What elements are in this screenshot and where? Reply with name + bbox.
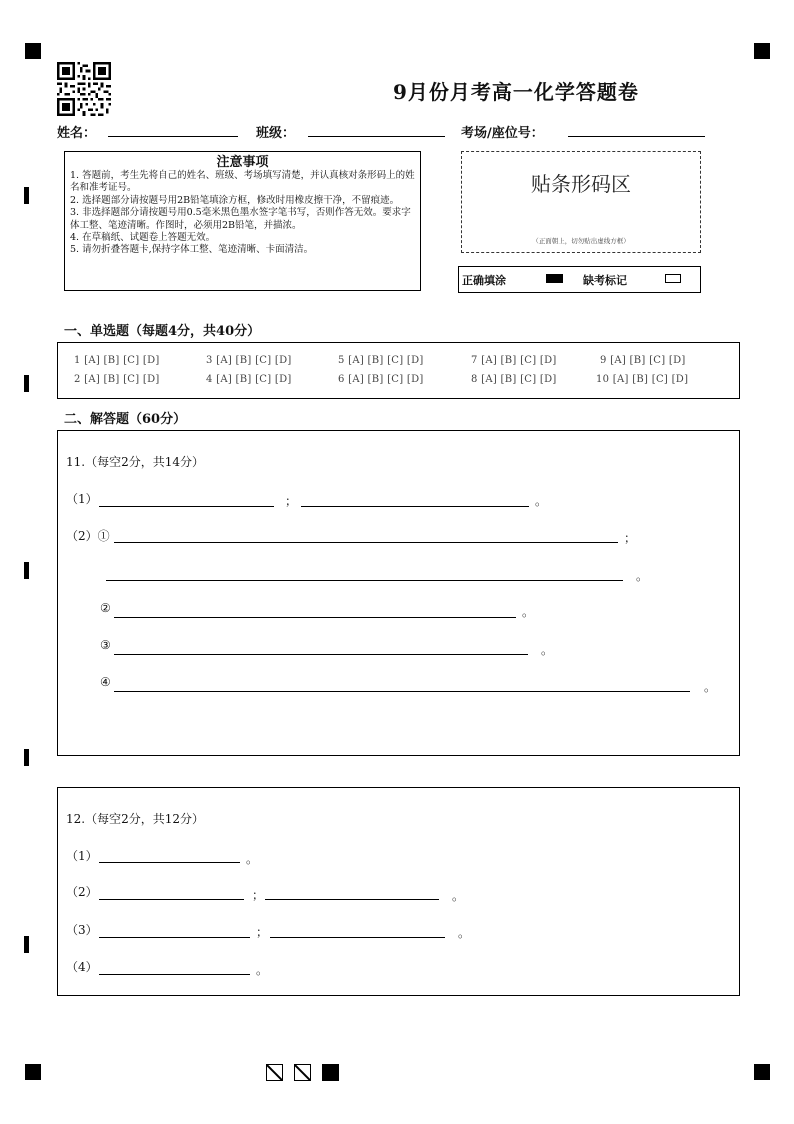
seat-field[interactable]: [568, 136, 705, 137]
alignment-mark-top-right: [754, 43, 770, 59]
name-field[interactable]: [108, 136, 238, 137]
q12-part1-blank[interactable]: [99, 862, 240, 863]
notice-item: 5. 请勿折叠答题卡,保持字体工整、笔迹清晰、卡面清洁。: [70, 244, 314, 256]
mc-question-10[interactable]: 10 [A] [B] [C] [D]: [596, 374, 689, 385]
correct-fill-label: 正确填涂: [462, 274, 506, 287]
q11-sub3-blank[interactable]: [114, 654, 528, 655]
terminator: 。: [704, 680, 717, 694]
q12-part3-label: （3）: [66, 923, 98, 937]
q12-part3-blank1[interactable]: [99, 937, 250, 938]
mc-question-1[interactable]: 1 [A] [B] [C] [D]: [74, 355, 160, 366]
question-12-title: 12.（每空2分，共12分）: [66, 812, 204, 826]
terminator: 。: [458, 926, 471, 940]
name-label: 姓名：: [57, 126, 97, 141]
q12-part4-label: （4）: [66, 960, 98, 974]
absent-mark-checkbox[interactable]: [665, 274, 681, 283]
notice-item: 1. 答题前，考生先将自己的姓名、班级、考场填写清楚，并认真核对条形码上的姓名和准考证号。: [70, 170, 415, 194]
terminator: 。: [541, 643, 554, 657]
seat-label: 考场/座位号：: [461, 126, 544, 141]
section2-heading: 二、解答题（60分）: [64, 412, 187, 427]
notice-item: 2. 选择题部分请按题号用2B铅笔填涂方框，修改时用橡皮擦干净，不留痕迹。: [70, 194, 400, 206]
barcode-area[interactable]: [461, 151, 701, 253]
terminator: 。: [246, 852, 259, 866]
mc-question-9[interactable]: 9 [A] [B] [C] [D]: [600, 355, 686, 366]
mc-question-3[interactable]: 3 [A] [B] [C] [D]: [206, 355, 292, 366]
mc-question-2[interactable]: 2 [A] [B] [C] [D]: [74, 374, 160, 385]
notice-title: 注意事项: [216, 155, 269, 170]
separator: ；: [624, 531, 637, 545]
page-title: 9月份月考高一化学答题卷: [393, 80, 639, 104]
question-11-title: 11.（每空2分，共14分）: [66, 455, 204, 469]
mc-question-5[interactable]: 5 [A] [B] [C] [D]: [338, 355, 424, 366]
q11-part1-blank2[interactable]: [301, 506, 529, 507]
q11-sub4-label: ④: [100, 675, 111, 689]
q12-part2-blank2[interactable]: [265, 899, 439, 900]
page-code-box-crossed: [266, 1064, 283, 1081]
mc-question-8[interactable]: 8 [A] [B] [C] [D]: [471, 374, 557, 385]
section1-heading: 一、单选题（每题4分，共40分）: [64, 324, 261, 339]
separator: ；: [285, 494, 298, 508]
mc-question-4[interactable]: 4 [A] [B] [C] [D]: [206, 374, 292, 385]
q11-part2-blank1-cont[interactable]: [106, 580, 623, 581]
notice-box: [64, 151, 421, 291]
mc-question-6[interactable]: 6 [A] [B] [C] [D]: [338, 374, 424, 385]
terminator: 。: [452, 889, 465, 903]
fill-legend: [458, 266, 701, 293]
correct-fill-sample: [546, 274, 563, 283]
timing-mark: [24, 936, 29, 953]
absent-mark-label: 缺考标记: [583, 274, 627, 287]
page-code-box-crossed: [294, 1064, 311, 1081]
q12-part4-blank[interactable]: [99, 974, 250, 975]
timing-mark: [24, 562, 29, 579]
terminator: 。: [522, 605, 535, 619]
alignment-mark-top-left: [25, 43, 41, 59]
multiple-choice-grid: [57, 342, 740, 399]
q11-sub2-label: ②: [100, 601, 111, 615]
timing-mark: [24, 749, 29, 766]
class-label: 班级：: [256, 126, 296, 141]
barcode-title: 贴条形码区: [531, 172, 631, 196]
terminator: 。: [256, 963, 269, 977]
mc-question-7[interactable]: 7 [A] [B] [C] [D]: [471, 355, 557, 366]
separator: ；: [256, 925, 269, 939]
question-12-box: [57, 787, 740, 996]
notice-item: 4. 在草稿纸、试题卷上答题无效。: [70, 232, 216, 244]
q12-part1-label: （1）: [66, 849, 98, 863]
page-code-box-filled: [322, 1064, 339, 1081]
class-field[interactable]: [308, 136, 445, 137]
q11-part2-label: （2）①: [66, 529, 110, 543]
q11-sub2-blank[interactable]: [114, 617, 516, 618]
alignment-mark-bottom-left: [25, 1064, 41, 1080]
terminator: 。: [535, 494, 548, 508]
q11-part1-label: （1）: [66, 492, 98, 506]
qr-code-icon: [57, 62, 111, 116]
q11-sub4-blank[interactable]: [114, 691, 690, 692]
q11-part1-blank1[interactable]: [99, 506, 274, 507]
alignment-mark-bottom-right: [754, 1064, 770, 1080]
question-11-box: [57, 430, 740, 756]
q12-part2-label: （2）: [66, 885, 98, 899]
q12-part3-blank2[interactable]: [270, 937, 445, 938]
timing-mark: [24, 375, 29, 392]
terminator: 。: [636, 569, 649, 583]
q11-part2-blank1[interactable]: [114, 542, 618, 543]
q11-sub3-label: ③: [100, 638, 111, 652]
timing-mark: [24, 187, 29, 204]
notice-item: 3. 非选择题部分请按题号用0.5毫米黑色墨水签字笔书写，否则作答无效。要求字体工整、笔迹清晰。作图时，必须用2B铅笔，并描浓。: [70, 207, 411, 231]
separator: ；: [252, 888, 265, 902]
barcode-note: （正面朝上，切勿贴出虚线方框）: [532, 237, 630, 245]
q12-part2-blank1[interactable]: [99, 899, 244, 900]
